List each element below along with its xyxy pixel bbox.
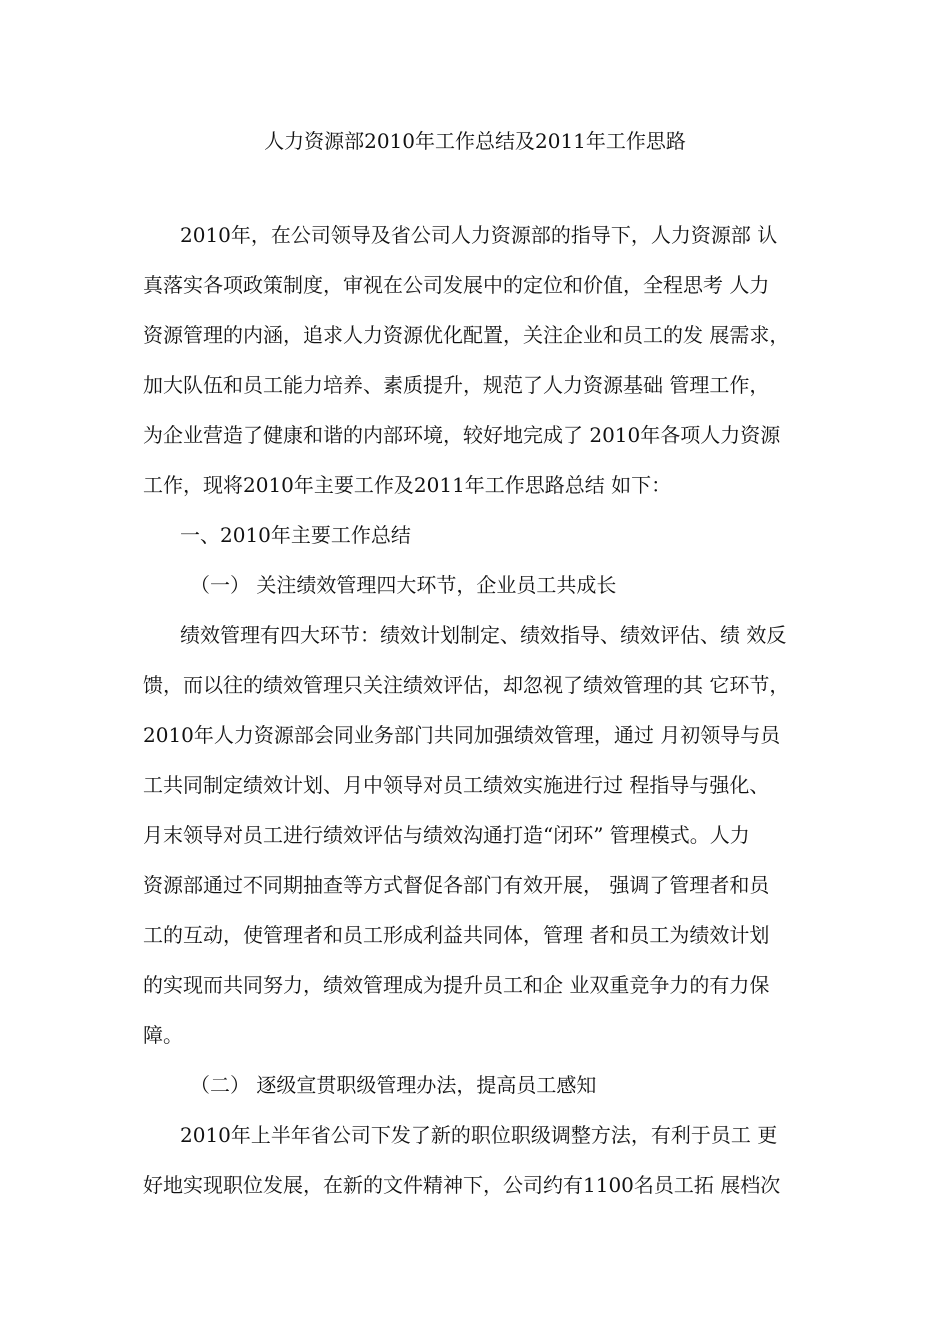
paragraph-line: 为企业营造了健康和谐的内部环境，较好地完成了 2010年各项人力资源 bbox=[143, 423, 781, 447]
paragraph-line: 2010年，在公司领导及省公司人力资源部的指导下，人力资源部 认 bbox=[180, 223, 778, 247]
subsection-heading: （二） 逐级宣贯职级管理办法，提高员工感知 bbox=[190, 1073, 597, 1097]
paragraph-line: 工作，现将2010年主要工作及2011年工作思路总结 如下： bbox=[143, 473, 672, 497]
paragraph-line: 障。 bbox=[143, 1023, 183, 1047]
paragraph-line: 馈，而以往的绩效管理只关注绩效评估，却忽视了绩效管理的其 它环节， bbox=[143, 673, 790, 697]
paragraph-line: 好地实现职位发展，在新的文件精神下，公司约有1100名员工拓 展档次 bbox=[143, 1173, 781, 1197]
paragraph-line: 资源部通过不同期抽查等方式督促各部门有效开展， 强调了管理者和员 bbox=[143, 873, 770, 897]
paragraph-line: 2010年上半年省公司下发了新的职位职级调整方法，有利于员工 更 bbox=[180, 1123, 778, 1147]
paragraph-line: 2010年人力资源部会同业务部门共同加强绩效管理，通过 月初领导与员 bbox=[143, 723, 781, 747]
paragraph-line: 月末领导对员工进行绩效评估与绩效沟通打造“闭环” 管理模式。人力 bbox=[143, 823, 750, 847]
section-heading: 一、2010年主要工作总结 bbox=[180, 523, 411, 547]
paragraph-line: 工共同制定绩效计划、月中领导对员工绩效实施进行过 程指导与强化、 bbox=[143, 773, 770, 797]
document-title: 人力资源部2010年工作总结及2011年工作思路 bbox=[264, 129, 686, 153]
paragraph-line: 绩效管理有四大环节：绩效计划制定、绩效指导、绩效评估、绩 效反 bbox=[180, 623, 787, 647]
paragraph-line: 真落实各项政策制度，审视在公司发展中的定位和价值，全程思考 人力 bbox=[143, 273, 770, 297]
paragraph-line: 的实现而共同努力，绩效管理成为提升员工和企 业双重竞争力的有力保 bbox=[143, 973, 770, 997]
subsection-heading: （一） 关注绩效管理四大环节，企业员工共成长 bbox=[190, 573, 617, 597]
paragraph-line: 加大队伍和员工能力培养、素质提升，规范了人力资源基础 管理工作， bbox=[143, 373, 770, 397]
paragraph-line: 工的互动，使管理者和员工形成利益共同体，管理 者和员工为绩效计划 bbox=[143, 923, 770, 947]
paragraph-line: 资源管理的内涵，追求人力资源优化配置，关注企业和员工的发 展需求， bbox=[143, 323, 790, 347]
